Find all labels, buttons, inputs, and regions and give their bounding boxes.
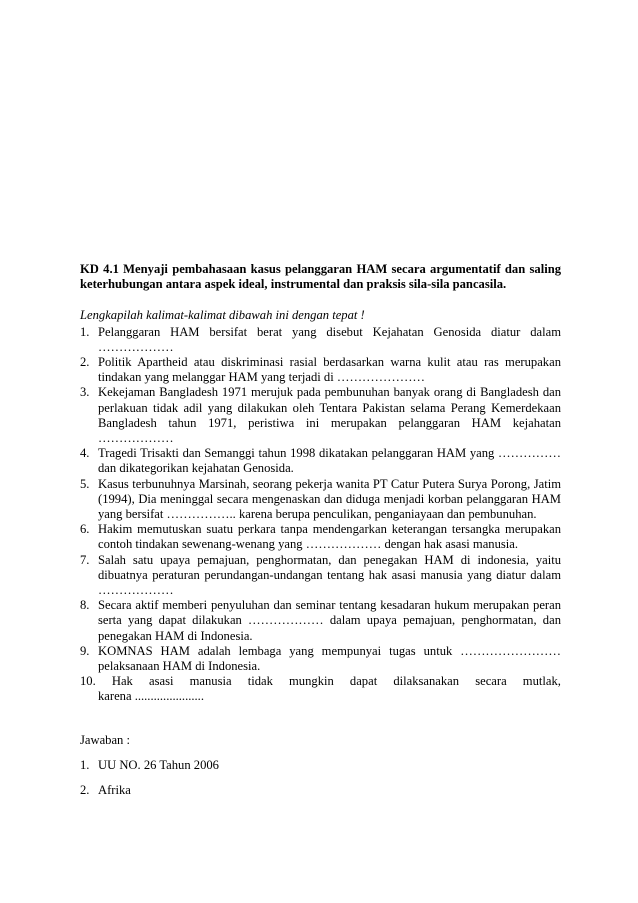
question-item	[80, 385, 561, 446]
question-item	[80, 598, 561, 644]
instruction-text: Lengkapilah kalimat-kalimat dibawah ini dengan tepat !	[80, 308, 365, 323]
answer-number: 1.	[80, 757, 90, 772]
question-number: 10.	[80, 674, 96, 689]
question-item-10	[80, 674, 561, 704]
question-item	[80, 355, 561, 385]
document-content	[80, 262, 561, 808]
question-text: Salah satu upaya pemajuan, penghormatan, dan penegakan HAM di indonesia, yaitu dibuatnya peraturan perundangan-undangan tentang hak asasi manusia yang diatur dalam ………………	[98, 552, 561, 598]
question-word: mutlak,	[522, 674, 561, 689]
question-word: dilaksanakan	[393, 674, 460, 689]
question-text: KOMNAS HAM adalah lembaga yang mempunyai tugas untuk …………………… pelaksanaan HAM di Indonesia.	[98, 643, 561, 674]
question-number: 1.	[80, 324, 90, 339]
answer-text: UU NO. 26 Tahun 2006	[98, 757, 219, 772]
answer-list	[80, 758, 561, 798]
question-word: asasi	[148, 674, 174, 689]
question-number: 3.	[80, 385, 90, 400]
question-text: Tragedi Trisakti dan Semanggi tahun 1998 dikatakan pelanggaran HAM yang …………… dan dikategorikan kejahatan Genosida.	[98, 446, 561, 476]
question-item	[80, 446, 561, 476]
question-number: 8.	[80, 598, 90, 613]
question-number: 2.	[80, 355, 90, 370]
answer-number: 2.	[80, 783, 90, 798]
answer-item	[80, 783, 561, 798]
question-word: tidak	[247, 674, 273, 689]
question-text: Politik Apartheid atau diskriminasi rasial berdasarkan warna kulit atau ras merupakan tindakan yang melanggar HAM yang terjadi di …………………	[98, 355, 561, 385]
answer-text: Afrika	[98, 783, 131, 798]
document-heading: KD 4.1 Menyaji pembahasaan kasus pelanggaran HAM secara argumentatif dan saling keterhubungan antara aspek ideal, instrumental dan praksis sila-sila pancasila.	[80, 262, 561, 292]
question-item	[80, 553, 561, 599]
question-list	[80, 325, 561, 675]
question-number: 5.	[80, 476, 90, 491]
answers-title: Jawaban :	[80, 732, 131, 747]
question-10-line1	[80, 674, 561, 689]
question-text: Secara aktif memberi penyuluhan dan seminar tentang kesadaran hukum merupakan peran serta yang dapat dilakukan ……………… dalam upaya pemajuan, penghormatan, dan penegakan HAM di Indonesia.	[98, 598, 561, 643]
answer-item	[80, 758, 561, 773]
question-item	[80, 522, 561, 552]
question-10-line2: karena ......................	[98, 689, 204, 704]
question-number: 4.	[80, 446, 90, 461]
question-word: mungkin	[289, 674, 334, 689]
question-word: secara	[475, 674, 507, 689]
question-number: 7.	[80, 552, 90, 567]
question-number: 9.	[80, 643, 90, 658]
question-item	[80, 644, 561, 674]
question-word: manusia	[189, 674, 232, 689]
question-item	[80, 325, 561, 355]
question-text: Pelanggaran HAM bersifat berat yang disebut Kejahatan Genosida diatur dalam ………………	[98, 324, 561, 354]
question-text: Hakim memutuskan suatu perkara tanpa mendengarkan keterangan tersangka merupakan contoh tindakan sewenang-wenang yang ……………… dengan hak asasi manusia.	[98, 522, 561, 552]
question-text: Kekejaman Bangladesh 1971 merujuk pada pembunuhan banyak orang di Bangladesh dan perlakuan tidak adil yang dilakukan oleh Tentara Pakistan selama Perang Kemerdekaan Bangladesh tahun 1971, peristiwa ini merupakan pelanggaran HAM kejahatan ………………	[98, 385, 561, 446]
question-word: dapat	[349, 674, 378, 689]
question-word: Hak	[111, 674, 133, 689]
question-number: 6.	[80, 522, 90, 537]
question-text: Kasus terbunuhnya Marsinah, seorang pekerja wanita PT Catur Putera Surya Porong, Jatim (1994), Dia meninggal secara mengenaskan dan diduga menjadi korban pelanggaran HAM yang bersifat …………….. karena berupa penculikan, penganiayaan dan pembunuhan.	[98, 476, 561, 522]
question-item	[80, 477, 561, 523]
